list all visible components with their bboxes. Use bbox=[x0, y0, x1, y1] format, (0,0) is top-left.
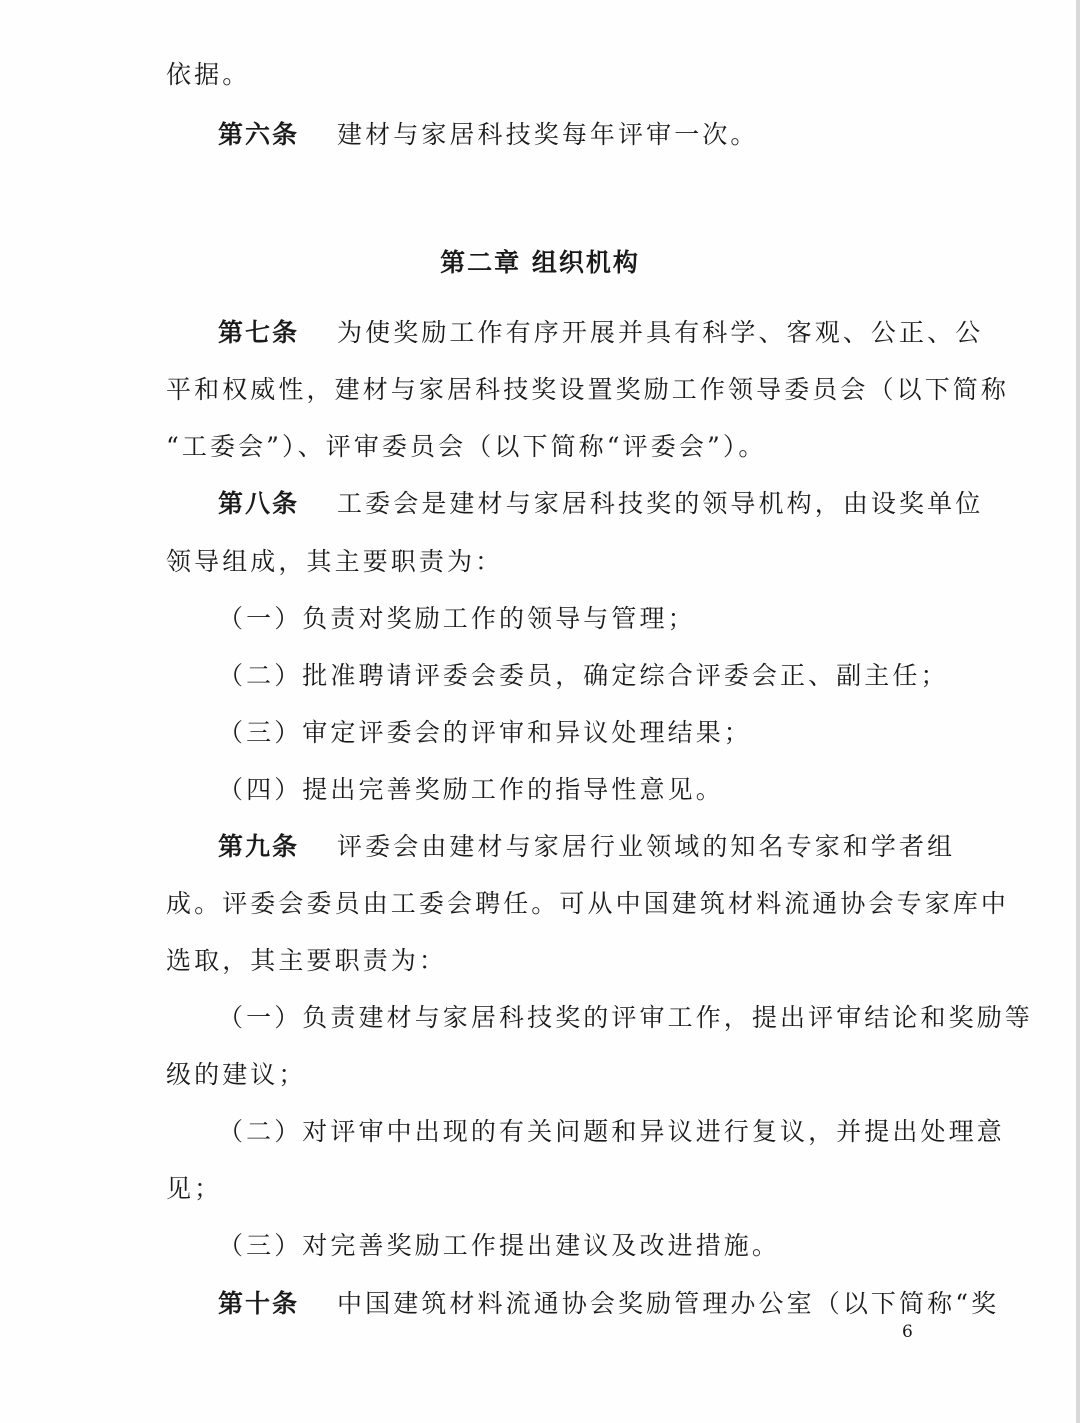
article-text: 工委会是建材与家居科技奖的领导机构，由设奖单位 bbox=[337, 489, 984, 518]
article-10 bbox=[218, 1287, 1000, 1321]
line-text: 成。评委会委员由工委会聘任。可从中国建筑材料流通协会专家库中 bbox=[166, 889, 1010, 918]
line-text: （二）对评审中出现的有关问题和异议进行复议，并提出处理意 bbox=[218, 1117, 1005, 1146]
line-text: （三）对完善奖励工作提出建议及改进措施。 bbox=[218, 1231, 781, 1260]
article-text: 评委会由建材与家居行业领域的知名专家和学者组 bbox=[337, 832, 956, 861]
paragraph-line bbox=[166, 1058, 926, 1092]
page-edge-shadow bbox=[1076, 0, 1080, 1423]
article-7 bbox=[218, 316, 984, 350]
line-text: 选取，其主要职责为： bbox=[166, 946, 448, 975]
line-text: （一）负责建材与家居科技奖的评审工作，提出评审结论和奖励等 bbox=[218, 1003, 1033, 1032]
paragraph-line bbox=[166, 887, 1010, 921]
article-number: 第八条 bbox=[218, 489, 300, 518]
article-8 bbox=[218, 487, 984, 521]
article-6 bbox=[218, 118, 926, 152]
line-text: （三）审定评委会的评审和异议处理结果； bbox=[218, 718, 752, 747]
list-item bbox=[218, 659, 949, 693]
paragraph-line bbox=[166, 545, 926, 579]
line-text: （四）提出完善奖励工作的指导性意见。 bbox=[218, 775, 724, 804]
paragraph-line bbox=[166, 430, 926, 464]
list-item bbox=[218, 602, 926, 636]
list-item bbox=[218, 1001, 1033, 1035]
line-text: 平和权威性，建材与家居科技奖设置奖励工作领导委员会（以下简称 bbox=[166, 375, 1010, 404]
line-text: 级的建议； bbox=[166, 1060, 307, 1089]
article-number: 第九条 bbox=[218, 832, 300, 861]
chapter-title: 第二章 组织机构 bbox=[440, 248, 640, 277]
list-item bbox=[218, 1115, 1005, 1149]
page-number: 6 bbox=[902, 1322, 913, 1342]
article-number: 第六条 bbox=[218, 120, 300, 149]
line-text: （一）负责对奖励工作的领导与管理； bbox=[218, 604, 696, 633]
paragraph-line bbox=[166, 58, 926, 92]
line-text: （二）批准聘请评委会委员，确定综合评委会正、副主任； bbox=[218, 661, 949, 690]
line-text: 依据。 bbox=[166, 60, 251, 89]
paragraph-line bbox=[166, 373, 1010, 407]
article-text: 中国建筑材料流通协会奖励管理办公室（以下简称“奖 bbox=[337, 1289, 1000, 1318]
list-item bbox=[218, 1229, 926, 1263]
article-number: 第十条 bbox=[218, 1289, 300, 1318]
article-text: 为使奖励工作有序开展并具有科学、客观、公正、公 bbox=[337, 318, 984, 347]
paragraph-line bbox=[166, 1172, 926, 1206]
article-9 bbox=[218, 830, 956, 864]
list-item bbox=[218, 716, 926, 750]
list-item bbox=[218, 773, 926, 807]
line-text: 见； bbox=[166, 1174, 223, 1203]
line-text: 领导组成，其主要职责为： bbox=[166, 547, 504, 576]
article-text: 建材与家居科技奖每年评审一次。 bbox=[337, 120, 759, 149]
line-text: “工委会”）、评审委员会（以下简称“评委会”）。 bbox=[166, 432, 767, 461]
paragraph-line bbox=[166, 944, 926, 978]
article-number: 第七条 bbox=[218, 318, 300, 347]
